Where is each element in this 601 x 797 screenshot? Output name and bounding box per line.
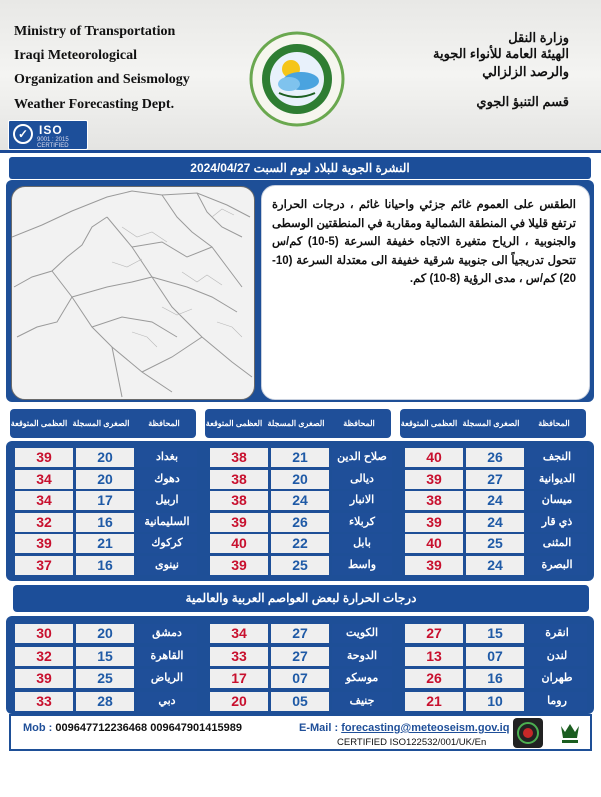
column-header-group-1 [400,409,586,438]
iso-standard: 9001 : 2015 CERTIFIED [37,137,69,149]
min-temp: 27 [271,624,329,643]
min-temp: 07 [271,669,329,688]
contact-footer [9,714,592,751]
mobile-label: Mob : [23,722,53,734]
province-row [405,513,585,533]
email-label: E-Mail : [299,722,339,734]
min-temp: 27 [271,647,329,666]
min-temp: 20 [76,448,134,467]
capital-row [405,624,585,644]
forecast-text-box [261,185,590,400]
dept-name-en: Weather Forecasting Dept. [14,97,175,112]
capital-row [15,647,195,667]
capital-name: موسكو [332,669,392,688]
province-name: دهوك [137,470,197,489]
iraq-map [11,186,255,400]
min-temp: 16 [76,556,134,575]
capital-row [15,692,195,712]
certification-seal-icon [513,718,543,748]
province-row [15,556,195,576]
max-temp: 26 [405,669,463,688]
column-min: الصغرى المسجلة [462,419,520,428]
mobile-numbers [23,722,242,734]
min-temp: 25 [76,669,134,688]
min-temp: 16 [76,513,134,532]
province-row [15,534,195,554]
iso-badge [8,120,88,150]
org-name-en-1: Iraqi Meteorological [14,48,137,63]
column-header-group-2 [205,409,391,438]
capital-row [210,669,390,689]
province-name: المثنى [527,534,587,553]
capital-name: طهران [527,669,587,688]
min-temp: 24 [466,491,524,510]
org-name-en-2: Organization and Seismology [14,72,190,87]
email-link[interactable]: forecasting@meteoseism.gov.iq [341,722,510,734]
organization-logo [249,31,345,127]
province-row [405,534,585,554]
min-temp: 21 [271,448,329,467]
province-name: النجف [527,448,587,467]
capital-name: جنيف [332,692,392,711]
bulletin-title: النشرة الجوية للبلاد ليوم السبت 2024/04/27 [9,157,591,179]
min-temp: 21 [76,534,134,553]
email [299,722,509,734]
min-temp: 15 [76,647,134,666]
province-name: الديوانية [527,470,587,489]
max-temp: 32 [15,513,73,532]
province-name: واسط [332,556,392,575]
max-temp: 39 [210,556,268,575]
province-row [405,448,585,468]
province-name: نينوى [137,556,197,575]
max-temp: 13 [405,647,463,666]
min-temp: 25 [271,556,329,575]
dept-name-ar: قسم التنبؤ الجوي [476,94,569,109]
min-temp: 16 [466,669,524,688]
province-name: ديالى [332,470,392,489]
min-temp: 20 [76,624,134,643]
org-name-ar-1: الهيئة العامة للأنواء الجوية [433,46,569,61]
checkmark-icon: ✓ [13,124,33,144]
min-temp: 15 [466,624,524,643]
ministry-name-en: Ministry of Transportation [14,24,176,39]
max-temp: 33 [210,647,268,666]
province-row [210,534,390,554]
min-temp: 26 [271,513,329,532]
max-temp: 38 [405,491,463,510]
province-row [405,491,585,511]
max-temp: 40 [405,534,463,553]
max-temp: 32 [15,647,73,666]
capital-row [210,647,390,667]
province-name: اربيل [137,491,197,510]
province-name: ميسان [527,491,587,510]
capital-name: لندن [527,647,587,666]
max-temp: 39 [15,534,73,553]
ukas-crown-icon [556,718,584,748]
column-min: الصغرى المسجلة [267,419,325,428]
max-temp: 39 [405,470,463,489]
max-temp: 33 [15,692,73,711]
province-row [210,491,390,511]
capitals-title: درجات الحرارة لبعض العواصم العربية والعالمية [13,585,589,612]
province-name: الانبار [332,491,392,510]
certification-text: CERTIFIED ISO122532/001/UK/En [337,737,487,748]
column-header-group-3 [10,409,196,438]
capital-name: روما [527,692,587,711]
province-row [210,448,390,468]
capital-name: دبي [137,692,197,711]
province-row [15,491,195,511]
column-max: العظمى المتوقعة [10,419,68,428]
province-name: البصرة [527,556,587,575]
min-temp: 25 [466,534,524,553]
province-row [210,470,390,490]
capital-row [15,669,195,689]
max-temp: 39 [15,669,73,688]
max-temp: 17 [210,669,268,688]
iraq-map-outline [12,187,254,399]
province-name: كركوك [137,534,197,553]
province-row [405,470,585,490]
max-temp: 21 [405,692,463,711]
capital-name: الدوحة [332,647,392,666]
province-row [15,448,195,468]
max-temp: 38 [210,491,268,510]
max-temp: 40 [210,534,268,553]
province-name: السليمانية [137,513,197,532]
min-temp: 20 [271,470,329,489]
capital-name: الرياض [137,669,197,688]
column-max: العظمى المتوقعة [205,419,263,428]
province-row [210,556,390,576]
max-temp: 39 [405,513,463,532]
capital-name: انقرة [527,624,587,643]
max-temp: 34 [210,624,268,643]
capital-name: دمشق [137,624,197,643]
province-row [15,513,195,533]
max-temp: 27 [405,624,463,643]
min-temp: 17 [76,491,134,510]
org-name-ar-2: والرصد الزلزالي [482,64,569,79]
column-province: المحافظة [538,419,570,428]
min-temp: 05 [271,692,329,711]
province-name: بابل [332,534,392,553]
max-temp: 39 [210,513,268,532]
column-province: المحافظة [148,419,180,428]
province-name: صلاح الدين [332,448,392,467]
column-min: الصغرى المسجلة [72,419,130,428]
province-name: بغداد [137,448,197,467]
column-province: المحافظة [343,419,375,428]
capital-row [405,647,585,667]
max-temp: 34 [15,491,73,510]
min-temp: 20 [76,470,134,489]
min-temp: 27 [466,470,524,489]
province-name: ذي قار [527,513,587,532]
min-temp: 24 [466,556,524,575]
province-row [15,470,195,490]
min-temp: 10 [466,692,524,711]
max-temp: 39 [15,448,73,467]
forecast-text: الطقس على العموم غائم جزئي واحيانا غائم ، درجات الحرارة ترتفع قليلا في المنطقة الشمالية ومقاربة في المنطقتين الوسطى والجنوبية ، الرياح متغيرة الاتجاه خفيفة السرعة (5-10) كم/س تتحول تدريجياً الى جنوبية شرقية خفيفة الى معتدلة السرعة (10-20) كم/س ، مدى الرؤية (8-10) كم. [272,199,577,285]
min-temp: 24 [466,513,524,532]
max-temp: 34 [15,470,73,489]
min-temp: 24 [271,491,329,510]
capital-row [15,624,195,644]
capital-name: القاهرة [137,647,197,666]
max-temp: 37 [15,556,73,575]
province-name: كربلاء [332,513,392,532]
max-temp: 39 [405,556,463,575]
max-temp: 38 [210,470,268,489]
province-row [210,513,390,533]
divider [0,150,601,153]
capital-row [210,692,390,712]
max-temp: 30 [15,624,73,643]
max-temp: 38 [210,448,268,467]
min-temp: 22 [271,534,329,553]
capital-row [405,692,585,712]
column-max: العظمى المتوقعة [400,419,458,428]
min-temp: 28 [76,692,134,711]
ministry-name-ar: وزارة النقل [508,30,569,45]
capital-row [405,669,585,689]
capital-row [210,624,390,644]
max-temp: 20 [210,692,268,711]
iso-label: ISO [39,123,63,137]
min-temp: 07 [466,647,524,666]
province-row [405,556,585,576]
min-temp: 26 [466,448,524,467]
max-temp: 40 [405,448,463,467]
capital-name: الكويت [332,624,392,643]
mobile-value: 009647712236468 009647901415989 [55,722,242,734]
